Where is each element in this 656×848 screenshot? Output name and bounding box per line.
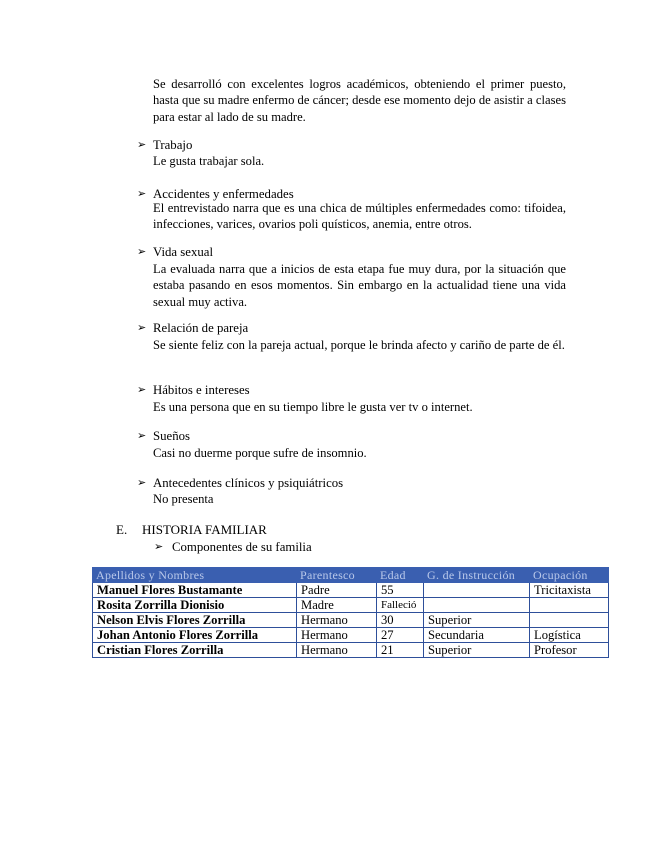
cell-instruccion: Secundaria [424, 628, 530, 643]
cell-edad: Falleció [377, 598, 424, 613]
cell-instruccion [424, 583, 530, 598]
section-suenos-title: ➢ Sueños [137, 429, 190, 443]
cell-name: Cristian Flores Zorrilla [93, 643, 297, 658]
table-row [93, 598, 609, 613]
cell-ocupacion [530, 613, 609, 628]
family-table [92, 567, 609, 658]
cell-name: Manuel Flores Bustamante [93, 583, 297, 598]
cell-name: Rosita Zorrilla Dionisio [93, 598, 297, 613]
section-antecedentes-text: No presenta [153, 492, 214, 506]
arrow-bullet-icon: ➢ [137, 139, 147, 151]
cell-edad: 27 [377, 628, 424, 643]
cell-parentesco: Hermano [297, 628, 377, 643]
arrow-bullet-icon: ➢ [137, 477, 147, 489]
cell-name: Johan Antonio Flores Zorrilla [93, 628, 297, 643]
header-instruccion: G. de Instrucción [424, 568, 530, 583]
section-trabajo-title: ➢ Trabajo [137, 138, 193, 152]
cell-edad: 55 [377, 583, 424, 598]
heading-title: HISTORIA FAMILIAR [142, 522, 267, 537]
section-habitos-text: Es una persona que en su tiempo libre le gusta ver tv o internet. [153, 400, 473, 414]
arrow-bullet-icon: ➢ [137, 430, 147, 442]
table-row [93, 583, 609, 598]
header-nombres: Apellidos y Nombres [93, 568, 297, 583]
section-vida-sexual-text: La evaluada narra que a inicios de esta etapa fue muy dura, por la situación que estaba pasando en esos momentos. Sin embargo en la actualidad tiene una vida sexual muy activa. [153, 262, 566, 309]
arrow-bullet-icon: ➢ [137, 188, 147, 200]
section-suenos-text: Casi no duerme porque sufre de insomnio. [153, 446, 367, 460]
arrow-bullet-icon: ➢ [154, 541, 164, 553]
section-vida-sexual-title: ➢ Vida sexual [137, 245, 213, 259]
section-antecedentes-title: ➢ Antecedentes clínicos y psiquiátricos [137, 476, 344, 490]
arrow-bullet-icon: ➢ [137, 246, 147, 258]
section-heading [116, 522, 267, 538]
cell-parentesco: Hermano [297, 613, 377, 628]
heading-letter: E. [116, 522, 128, 537]
section-accidentes-title: ➢ Accidentes y enfermedades [137, 187, 294, 201]
cell-name: Nelson Elvis Flores Zorrilla [93, 613, 297, 628]
section-pareja-title: ➢ Relación de pareja [137, 321, 249, 335]
table-row [93, 628, 609, 643]
family-subheading: ➢ Componentes de su familia [154, 540, 312, 554]
cell-edad: 21 [377, 643, 424, 658]
section-trabajo-text: Le gusta trabajar sola. [153, 154, 265, 168]
cell-parentesco: Padre [297, 583, 377, 598]
section-accidentes-text: El entrevistado narra que es una chica de múltiples enfermedades como: tifoidea, infecciones, varices, ovarios poli quísticos, anemia, entre otros. [153, 201, 566, 232]
cell-ocupacion [530, 598, 609, 613]
intro-paragraph: Se desarrolló con excelentes logros académicos, obteniendo el primer puesto, hasta que su madre enfermo de cáncer; desde ese momento dejo de asistir a clases para estar al lado de su madre. [153, 77, 566, 124]
header-edad: Edad [377, 568, 424, 583]
cell-parentesco: Madre [297, 598, 377, 613]
table-row [93, 613, 609, 628]
cell-parentesco: Hermano [297, 643, 377, 658]
section-pareja-text: Se siente feliz con la pareja actual, porque le brinda afecto y cariño de parte de él. [153, 338, 565, 352]
table-row [93, 643, 609, 658]
cell-instruccion [424, 598, 530, 613]
arrow-bullet-icon: ➢ [137, 384, 147, 396]
cell-edad: 30 [377, 613, 424, 628]
header-parentesco: Parentesco [297, 568, 377, 583]
cell-instruccion: Superior [424, 613, 530, 628]
cell-ocupacion: Profesor [530, 643, 609, 658]
cell-ocupacion: Logística [530, 628, 609, 643]
header-ocupacion: Ocupación [530, 568, 609, 583]
cell-instruccion: Superior [424, 643, 530, 658]
arrow-bullet-icon: ➢ [137, 322, 147, 334]
table-header-row [93, 568, 609, 583]
cell-ocupacion: Tricitaxista [530, 583, 609, 598]
section-habitos-title: ➢ Hábitos e intereses [137, 383, 250, 397]
